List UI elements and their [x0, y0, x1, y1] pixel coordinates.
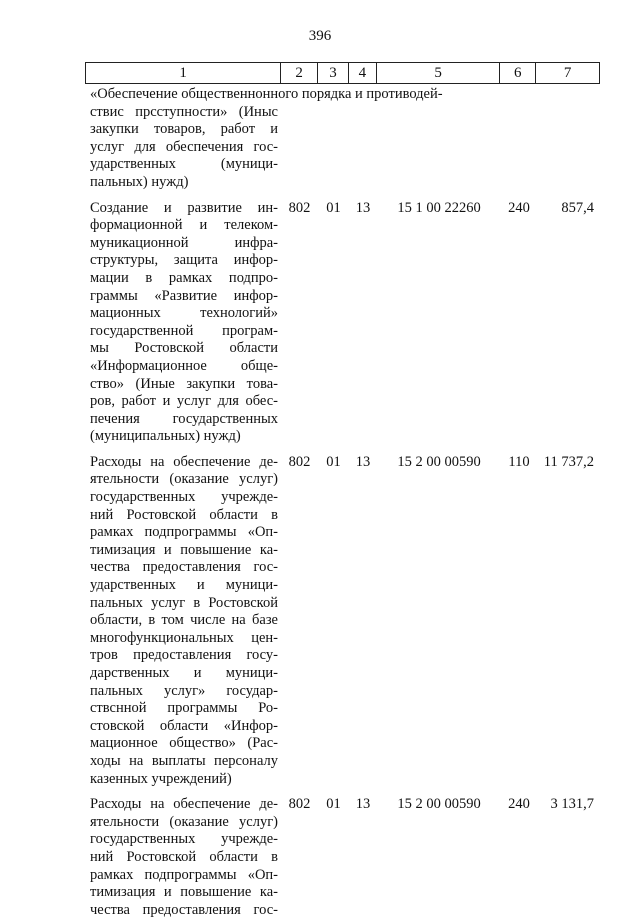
description-line: многофункциональных цен-	[90, 629, 278, 646]
description-line: стовской области «Инфор-	[90, 717, 278, 734]
subsection-code: 13	[355, 796, 371, 813]
description-line: (муниципальных) нужд)	[90, 428, 241, 445]
table-row	[85, 86, 600, 192]
amount: 3 131,7	[550, 796, 594, 813]
description-line: граммы «Развитие инфор-	[90, 287, 278, 304]
ministry-code	[281, 86, 318, 192]
ministry-code: 802	[288, 453, 311, 470]
description-line: дарственных и муници-	[90, 665, 278, 681]
description-line: пальных услуг в Ростовской	[90, 594, 278, 611]
description-line: тров предоставления госу-	[90, 647, 278, 664]
description-line: мационное общество» (Рас-	[90, 735, 278, 752]
description-line: ударственных (муници-	[90, 156, 278, 173]
column-header-3: 3	[318, 63, 349, 83]
subsection-code	[349, 86, 377, 192]
description-line: казенных учреждений)	[90, 770, 232, 787]
section-code	[318, 86, 349, 192]
table-header	[85, 62, 600, 84]
section-code: 01	[326, 796, 341, 813]
description-line: услуг для обеспечения гос-	[90, 138, 278, 155]
description-line: структуры, защита инфор-	[90, 252, 278, 269]
expense-type-code: 110	[508, 453, 530, 470]
description-line: государственных учрежде-	[90, 489, 278, 506]
row-description	[85, 454, 281, 788]
description-line: формационной и телеком-	[90, 217, 278, 234]
table-row	[85, 200, 600, 446]
description-line: «Обеспечение общественнонного порядка и противодей-	[90, 86, 443, 102]
description-line: печения государственных	[90, 410, 278, 427]
amount: 11 737,2	[543, 453, 594, 470]
description-line: мации в рамках подпро-	[90, 269, 278, 286]
description-line: области, в том числе на базе	[90, 612, 278, 629]
description-line: мационных технологий»	[90, 305, 278, 322]
description-line: закупки товаров, работ и	[90, 121, 278, 138]
description-line: муникационной инфра-	[90, 234, 278, 251]
table-body	[85, 86, 600, 919]
description-line: пальных) нужд)	[90, 173, 189, 190]
subsection-code: 13	[355, 199, 371, 216]
description-line: ний Ростовской области в	[90, 506, 278, 523]
column-header-5: 5	[377, 63, 501, 83]
target-item-code	[377, 86, 501, 192]
expense-type-code: 240	[508, 199, 530, 216]
target-item-code: 15 2 00 00590	[397, 796, 481, 813]
ministry-code: 802	[288, 796, 311, 813]
description-line: мы Ростовской области	[90, 340, 278, 357]
description-line: «Информационное обще-	[90, 357, 278, 374]
description-line: Создание и развитие ин-	[90, 199, 278, 216]
target-item-code: 15 1 00 22260	[397, 199, 481, 216]
description-line: тимизация и повышение ка-	[90, 884, 278, 901]
column-header-6: 6	[500, 63, 536, 83]
description-line: государственных учрежде-	[90, 831, 278, 848]
column-header-1: 1	[86, 63, 281, 83]
description-line: ство» (Иные закупки това-	[90, 375, 278, 392]
description-line: пальных услуг» государ-	[90, 682, 278, 699]
ministry-code: 802	[288, 199, 311, 216]
description-line: Расходы на обеспечение де-	[90, 796, 278, 813]
description-line: ров, работ и услуг для обес-	[90, 393, 278, 410]
description-line: Расходы на обеспечение де-	[90, 453, 278, 470]
subsection-code: 13	[355, 453, 371, 470]
page-number: 396	[308, 28, 332, 44]
table-row	[85, 796, 600, 919]
amount	[537, 86, 600, 192]
description-line: рамках подпрограммы «Оп-	[90, 524, 278, 541]
row-description	[85, 86, 443, 192]
expense-type-code: 240	[508, 796, 530, 813]
section-code: 01	[326, 453, 341, 470]
column-header-7: 7	[563, 64, 572, 81]
section-code: 01	[326, 199, 341, 216]
description-line: ятельности (оказание услуг)	[90, 471, 278, 488]
column-header-4: 4	[349, 63, 377, 83]
description-line: государственной програм-	[90, 322, 278, 339]
description-line: ствснной программы Ро-	[90, 700, 278, 717]
description-line: ствис прсступности» (Иныс	[90, 103, 278, 120]
target-item-code: 15 2 00 00590	[397, 453, 481, 470]
row-description	[85, 796, 281, 919]
description-line: ятельности (оказание услуг)	[90, 813, 278, 830]
table-row	[85, 454, 600, 788]
description-line: тимизация и повышение ка-	[90, 541, 278, 558]
description-line: ходы на выплаты персоналу	[90, 752, 278, 769]
row-description	[85, 200, 281, 446]
description-line: ний Ростовской области в	[90, 848, 278, 865]
description-line: ударственных и муници-	[90, 577, 278, 594]
column-header-2: 2	[281, 63, 318, 83]
amount: 857,4	[561, 199, 594, 216]
description-line: чества предоставления гос-	[90, 901, 278, 918]
expense-type-code	[501, 86, 537, 192]
description-line: рамках подпрограммы «Оп-	[90, 866, 278, 883]
description-line: чества предоставления гос-	[90, 559, 278, 576]
